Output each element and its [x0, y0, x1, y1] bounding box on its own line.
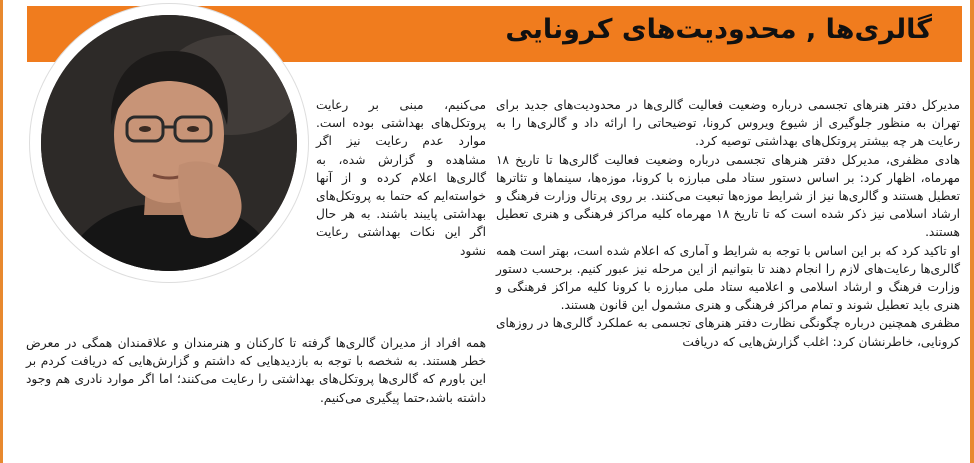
right-border — [970, 0, 974, 463]
article-title: گالری‌ها , محدودیت‌های کرونایی — [505, 14, 932, 45]
paragraph: مظفری همچنین درباره چگونگی نظارت دفتر هنرهای تجسمی به عملکرد گالری‌ها در روزهای کرونایی، خاطرنشان کرد: اغلب گزارش‌هایی که دریافت — [496, 316, 960, 349]
paragraph: هادی مظفری، مدیرکل دفتر هنرهای تجسمی درباره وضعیت فعالیت گالری‌ها تا تاریخ ۱۸ مهرماه، اظهار کرد: بر اساس دستور ستاد ملی مبارزه با کرونا، موزه‌ها، سینماها و تئاترها تعطیل هستند و گالری‌ها نیز از شرایط موزه‌ها تبعیت می‌کنند. بر روی پرتال وزارت فرهنگ و ارشاد اسلامی نیز ذکر شده است که تا تاریخ ۱۸ مهرماه کلیه مراکز فرهنگی و هنری تعطیل هستند. — [496, 152, 960, 240]
portrait-photo-icon — [41, 15, 297, 271]
portrait-illustration — [41, 15, 297, 271]
article-column-left-lower — [26, 334, 486, 407]
paragraph: مدیرکل دفتر هنرهای تجسمی درباره وضعیت فعالیت گالری‌ها در محدودیت‌های جدید برای تهران به منظور جلوگیری از شیوع ویروس کرونا، توضیحاتی را ارائه داد و گالری‌ها را به رعایت هر چه بیشتر پروتکل‌های بهداشتی توصیه کرد. — [496, 98, 960, 149]
paragraph: او تاکید کرد که بر این اساس با توجه به شرایط و آماری که اعلام شده است، بهتر است همه گالری‌ها رعایت‌های لازم را انجام دهند تا بتوانیم از این مرحله نیز عبور کنیم. برحسب دستور وزارت فرهنگ و ارشاد اسلامی و اعلامیه ستاد ملی مبارزه با کرونا کلیه مراکز فرهنگی و هنری باید تعطیل شوند و تمام مراکز فرهنگی و هنری مشمول این قانون هستند. — [496, 243, 960, 313]
paragraph: می‌کنیم، مبنی بر رعایت پروتکل‌های بهداشتی بوده است. موارد عدم رعایت نیز اگر مشاهده و گزارش شده، به گالری‌ها اعلام کرده و از آنها خواسته‌ایم که حتما به پروتکل‌های بهداشتی پایبند باشند. به هر حال اگر این نکات بهداشتی رعایت نشود — [316, 98, 486, 258]
left-border — [0, 0, 3, 463]
article-column-right — [496, 96, 960, 351]
paragraph: همه افراد از مدیران گالری‌ها گرفته تا کارکنان و هنرمندان و علاقمندان همگی در معرض خطر هستند. به شخصه با توجه به بازدیدهایی که داشتم و گزارش‌هایی که دریافت کردم بر این باورم که گالری‌ها پروتکل‌های بهداشتی را رعایت می‌کنند؛ اما اگر موارد نادری هم وجود داشته باشد،حتما پیگیری می‌کنیم. — [26, 336, 486, 405]
article-column-left-upper — [316, 96, 486, 260]
